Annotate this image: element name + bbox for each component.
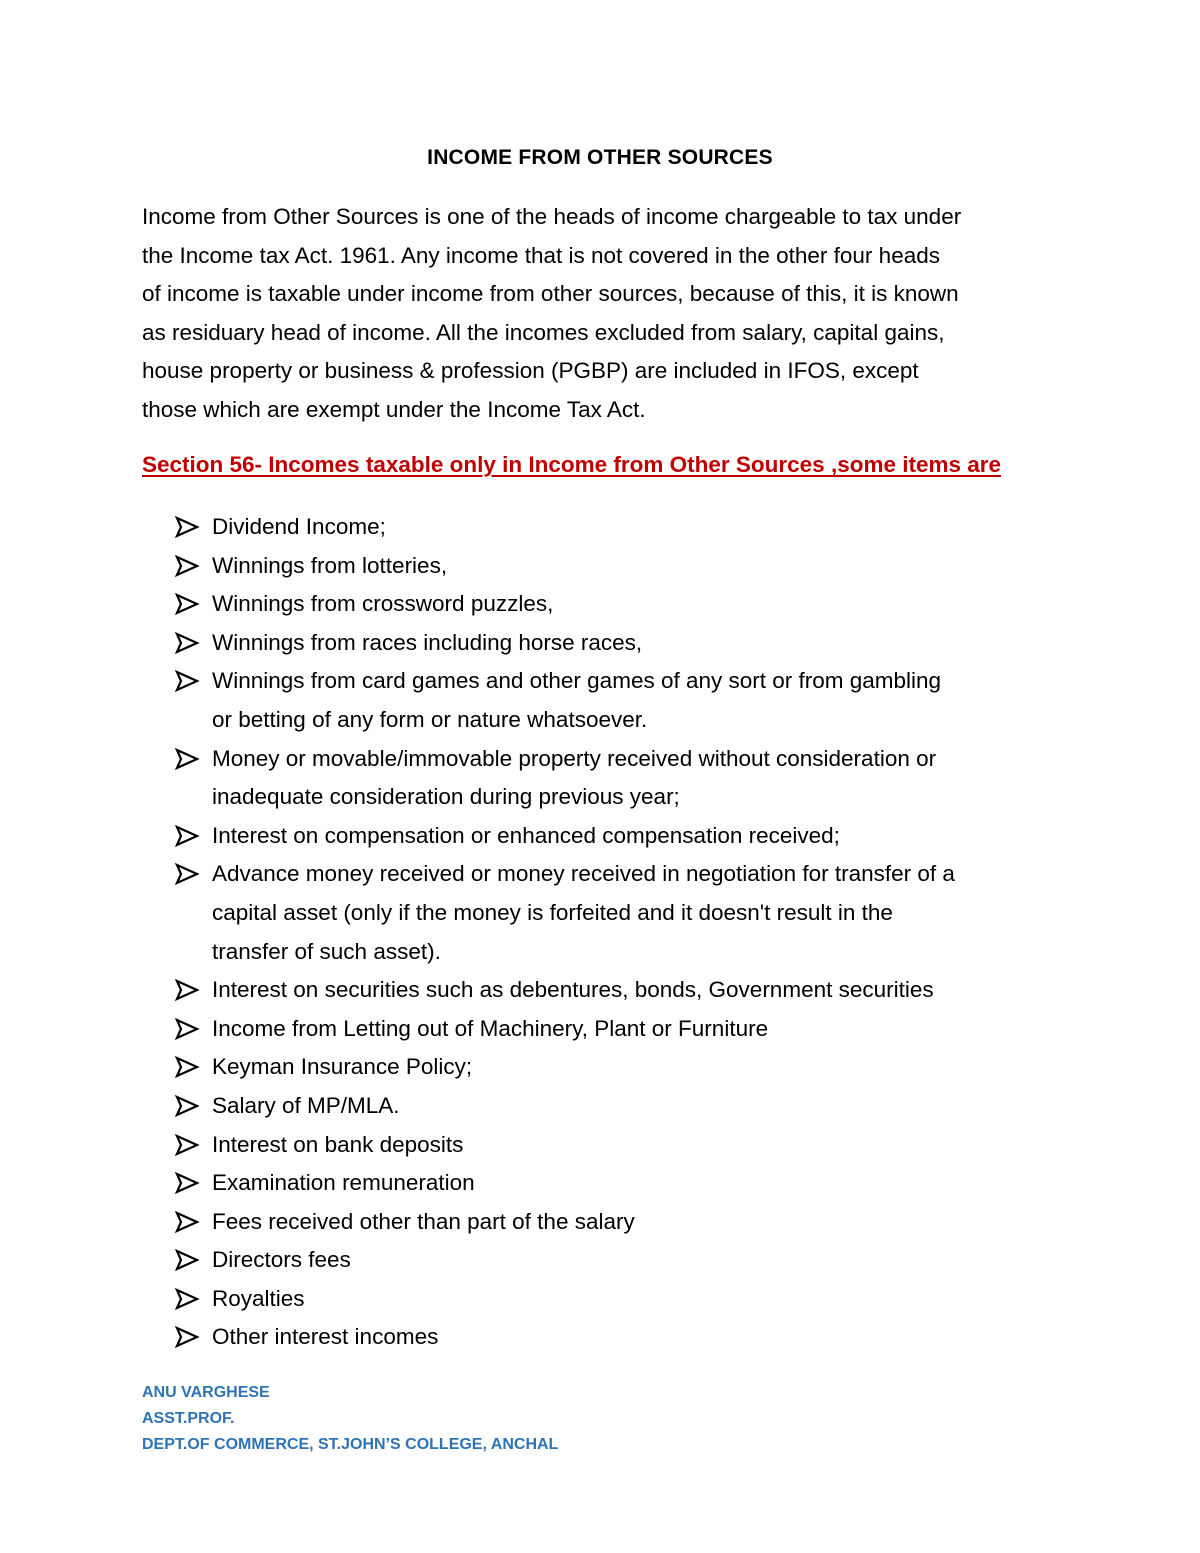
list-item-text [212, 1126, 1072, 1165]
list-item [0, 1203, 1200, 1242]
intro-line: house property or business & profession (PGBP) are included in IFOS, except [142, 358, 919, 384]
list-item-line: Salary of MP/MLA. [212, 1092, 400, 1118]
list-item-line: Interest on bank deposits [212, 1131, 464, 1157]
list-item-text [212, 971, 1072, 1010]
list-item [0, 1164, 1200, 1203]
intro-line: those which are exempt under the Income Tax Act. [142, 396, 646, 422]
list-item [0, 547, 1200, 586]
list-item [0, 585, 1200, 624]
list-item-text [212, 740, 1072, 817]
arrow-bullet-icon [174, 668, 200, 694]
list-item [0, 740, 1200, 817]
intro-paragraph [142, 198, 1072, 430]
list-item-line: Interest on compensation or enhanced compensation received; [212, 822, 840, 848]
list-item [0, 971, 1200, 1010]
list-item-line: Royalties [212, 1285, 305, 1311]
author-name: ANU VARGHESE [142, 1384, 270, 1401]
arrow-bullet-icon [174, 746, 200, 772]
list-item-line: Keyman Insurance Policy; [212, 1054, 473, 1080]
list-item [0, 508, 1200, 547]
arrow-bullet-icon [174, 861, 200, 887]
list-item-text [212, 1203, 1072, 1242]
list-item-text [212, 1164, 1072, 1203]
arrow-bullet-icon [174, 514, 200, 540]
arrow-bullet-icon [174, 591, 200, 617]
list-item-line: Other interest incomes [212, 1324, 439, 1350]
intro-line: the Income tax Act. 1961. Any income that is not covered in the other four heads [142, 242, 940, 268]
intro-line: as residuary head of income. All the incomes excluded from salary, capital gains, [142, 319, 945, 345]
author-department: DEPT.OF COMMERCE, ST.JOHN’S COLLEGE, ANCHAL [142, 1436, 559, 1453]
arrow-bullet-icon [174, 1016, 200, 1042]
list-item [0, 1126, 1200, 1165]
list-item-line: Fees received other than part of the salary [212, 1208, 635, 1234]
arrow-bullet-icon [174, 1093, 200, 1119]
list-item-line: Directors fees [212, 1247, 351, 1273]
list-item-line: Dividend Income; [212, 514, 386, 539]
author-footer [142, 1380, 558, 1458]
list-item-line: Interest on securities such as debentures, bonds, Government securities [212, 977, 934, 1003]
list-item-line: Winnings from lotteries, [212, 552, 448, 578]
arrow-bullet-icon [174, 1209, 200, 1235]
list-item-text [212, 1010, 1072, 1049]
arrow-bullet-icon [174, 1247, 200, 1273]
list-item-line: Income from Letting out of Machinery, Plant or Furniture [212, 1015, 769, 1041]
list-item-text [212, 508, 1072, 547]
list-item-text [212, 1048, 1072, 1087]
list-item-line: Winnings from crossword puzzles, [212, 591, 554, 617]
list-item-line: Advance money received or money received in negotiation for transfer of a [212, 861, 955, 887]
list-item-line: Money or movable/immovable property received without consideration or [212, 745, 937, 771]
list-item-line: or betting of any form or nature whatsoever. [212, 706, 648, 732]
arrow-bullet-icon [174, 977, 200, 1003]
intro-line: Income from Other Sources is one of the heads of income chargeable to tax under [142, 204, 962, 229]
list-item-text [212, 817, 1072, 856]
list-item-line: inadequate consideration during previous year; [212, 784, 680, 810]
list-item-text [212, 1318, 1072, 1357]
list-item-text [212, 1280, 1072, 1319]
list-item-text [212, 585, 1072, 624]
list-item [0, 817, 1200, 856]
arrow-bullet-icon [174, 553, 200, 579]
arrow-bullet-icon [174, 1324, 200, 1350]
arrow-bullet-icon [174, 1170, 200, 1196]
income-items-list [0, 508, 1200, 1357]
list-item-text [212, 1087, 1072, 1126]
arrow-bullet-icon [174, 1054, 200, 1080]
list-item-text [212, 1241, 1072, 1280]
section-56-heading: Section 56- Incomes taxable only in Income from Other Sources ,some items are [142, 452, 1002, 477]
intro-line: of income is taxable under income from other sources, because of this, it is known [142, 281, 959, 307]
list-item-line: Examination remuneration [212, 1170, 475, 1196]
list-item-line: Winnings from races including horse races, [212, 629, 643, 655]
list-item-line: Winnings from card games and other games of any sort or from gambling [212, 668, 942, 694]
list-item [0, 1010, 1200, 1049]
arrow-bullet-icon [174, 823, 200, 849]
list-item [0, 855, 1200, 971]
arrow-bullet-icon [174, 1132, 200, 1158]
list-item-text [212, 855, 1072, 971]
list-item-text [212, 624, 1072, 663]
document-title: INCOME FROM OTHER SOURCES [427, 146, 773, 169]
list-item-line: capital asset (only if the money is forfeited and it doesn't result in the [212, 899, 893, 925]
author-designation: ASST.PROF. [142, 1410, 235, 1427]
list-item [0, 624, 1200, 663]
list-item-text [212, 547, 1072, 586]
arrow-bullet-icon [174, 630, 200, 656]
list-item-line: transfer of such asset). [212, 938, 441, 964]
list-item [0, 1087, 1200, 1126]
list-item [0, 1280, 1200, 1319]
list-item-text [212, 662, 1072, 739]
list-item [0, 1318, 1200, 1357]
list-item [0, 1048, 1200, 1087]
list-item [0, 662, 1200, 739]
list-item [0, 1241, 1200, 1280]
arrow-bullet-icon [174, 1286, 200, 1312]
